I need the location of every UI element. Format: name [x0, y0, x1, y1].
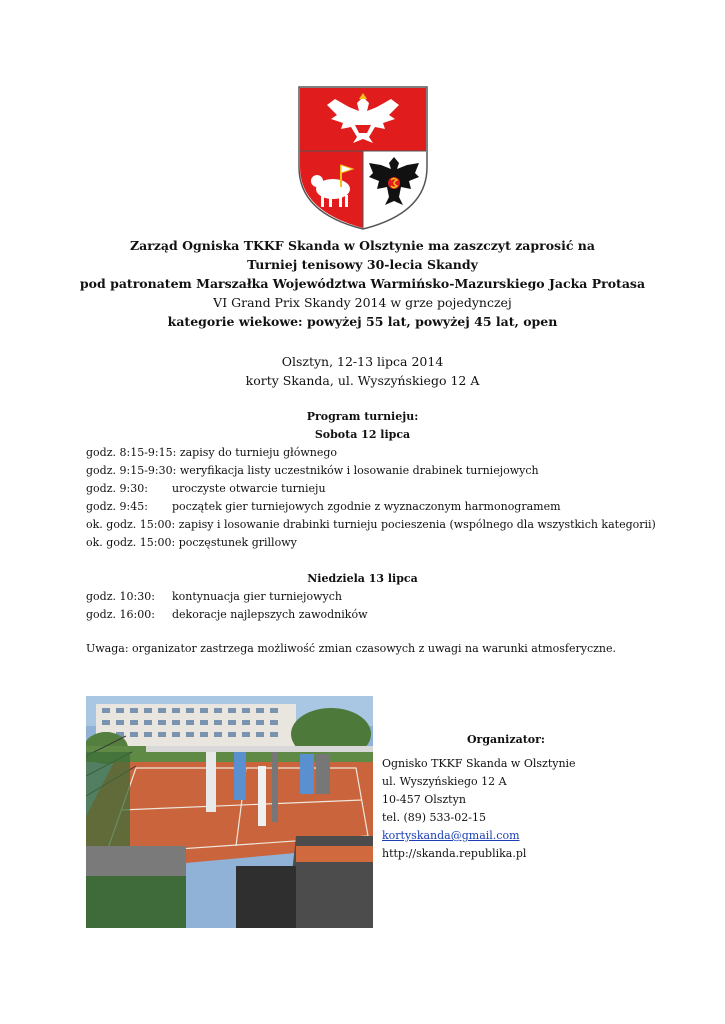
header-line-patronage: pod patronatem Marszałka Województwa Warmińsko-Mazurskiego Jacka Protasa	[79, 276, 646, 291]
schedule-time: ok. godz. 15:00:	[86, 518, 176, 531]
schedule-row	[86, 606, 686, 624]
schedule-row	[86, 534, 686, 552]
schedule-row	[86, 462, 686, 480]
schedule-text: kontynuacja gier turniejowych	[172, 590, 342, 603]
organizer-email-link[interactable]: kortyskanda@gmail.com	[382, 829, 520, 842]
program-title: Program turnieju:	[306, 410, 419, 423]
program-heading	[0, 408, 725, 444]
schedule-time: godz. 10:30:	[86, 590, 155, 603]
tennis-courts-photo	[86, 696, 373, 928]
schedule-time: godz. 16:00:	[86, 608, 155, 621]
event-venue: korty Skanda, ul. Wyszyńskiego 12 A	[245, 373, 480, 388]
schedule-row	[86, 498, 686, 516]
schedule-time: godz. 9:15-9:30:	[86, 464, 177, 477]
invitation-header	[0, 236, 725, 331]
header-line-tournament: Turniej tenisowy 30-lecia Skandy	[247, 257, 478, 272]
organizer-name: Ognisko TKKF Skanda w Olsztynie	[382, 757, 576, 770]
organizer-block	[382, 731, 576, 863]
header-line-grand-prix: VI Grand Prix Skandy 2014 w grze pojedynczej	[213, 295, 512, 310]
event-location	[0, 352, 725, 390]
schedule-time: godz. 8:15-9:15:	[86, 446, 177, 459]
organizer-phone: tel. (89) 533-02-15	[382, 811, 486, 824]
header-line-categories: kategorie wiekowe: powyżej 55 lat, powyżej 45 lat, open	[167, 314, 558, 329]
schedule-time: godz. 9:45:	[86, 500, 148, 513]
schedule-text: zapisy do turnieju głównego	[179, 446, 338, 459]
sunday-schedule	[86, 588, 686, 624]
event-date: Olsztyn, 12-13 lipca 2014	[281, 354, 444, 369]
schedule-time: ok. godz. 15:00:	[86, 536, 176, 549]
sunday-heading: Niedziela 13 lipca	[307, 572, 418, 585]
saturday-heading: Sobota 12 lipca	[314, 428, 411, 441]
header-line-invite: Zarząd Ogniska TKKF Skanda w Olsztynie ma zaszczyt zaprosić na	[129, 238, 595, 253]
organizer-title: Organizator:	[466, 733, 545, 746]
schedule-row	[86, 444, 686, 462]
schedule-text: dekoracje najlepszych zawodników	[172, 608, 368, 621]
schedule-row	[86, 516, 686, 534]
saturday-schedule	[86, 444, 686, 552]
schedule-text: poczęstunek grillowy	[178, 536, 297, 549]
schedule-text: weryfikacja listy uczestników i losowanie drabinek turniejowych	[179, 464, 539, 477]
organizer-street: ul. Wyszyńskiego 12 A	[382, 775, 507, 788]
weather-note: Uwaga: organizator zastrzega możliwość zmian czasowych z uwagi na warunki atmosferyczne.	[86, 642, 617, 655]
schedule-text: uroczyste otwarcie turnieju	[172, 482, 326, 495]
schedule-text: zapisy i losowanie drabinki turnieju pocieszenia (wspólnego dla wszystkich kategorii)	[178, 518, 656, 531]
schedule-text: początek gier turniejowych zgodnie z wyznaczonym harmonogramem	[172, 500, 561, 513]
coat-of-arms-emblem	[297, 85, 429, 231]
schedule-row	[86, 588, 686, 606]
organizer-website[interactable]: http://skanda.republika.pl	[382, 847, 527, 860]
schedule-time: godz. 9:30:	[86, 482, 148, 495]
schedule-row	[86, 480, 686, 498]
organizer-city: 10-457 Olsztyn	[382, 793, 466, 806]
